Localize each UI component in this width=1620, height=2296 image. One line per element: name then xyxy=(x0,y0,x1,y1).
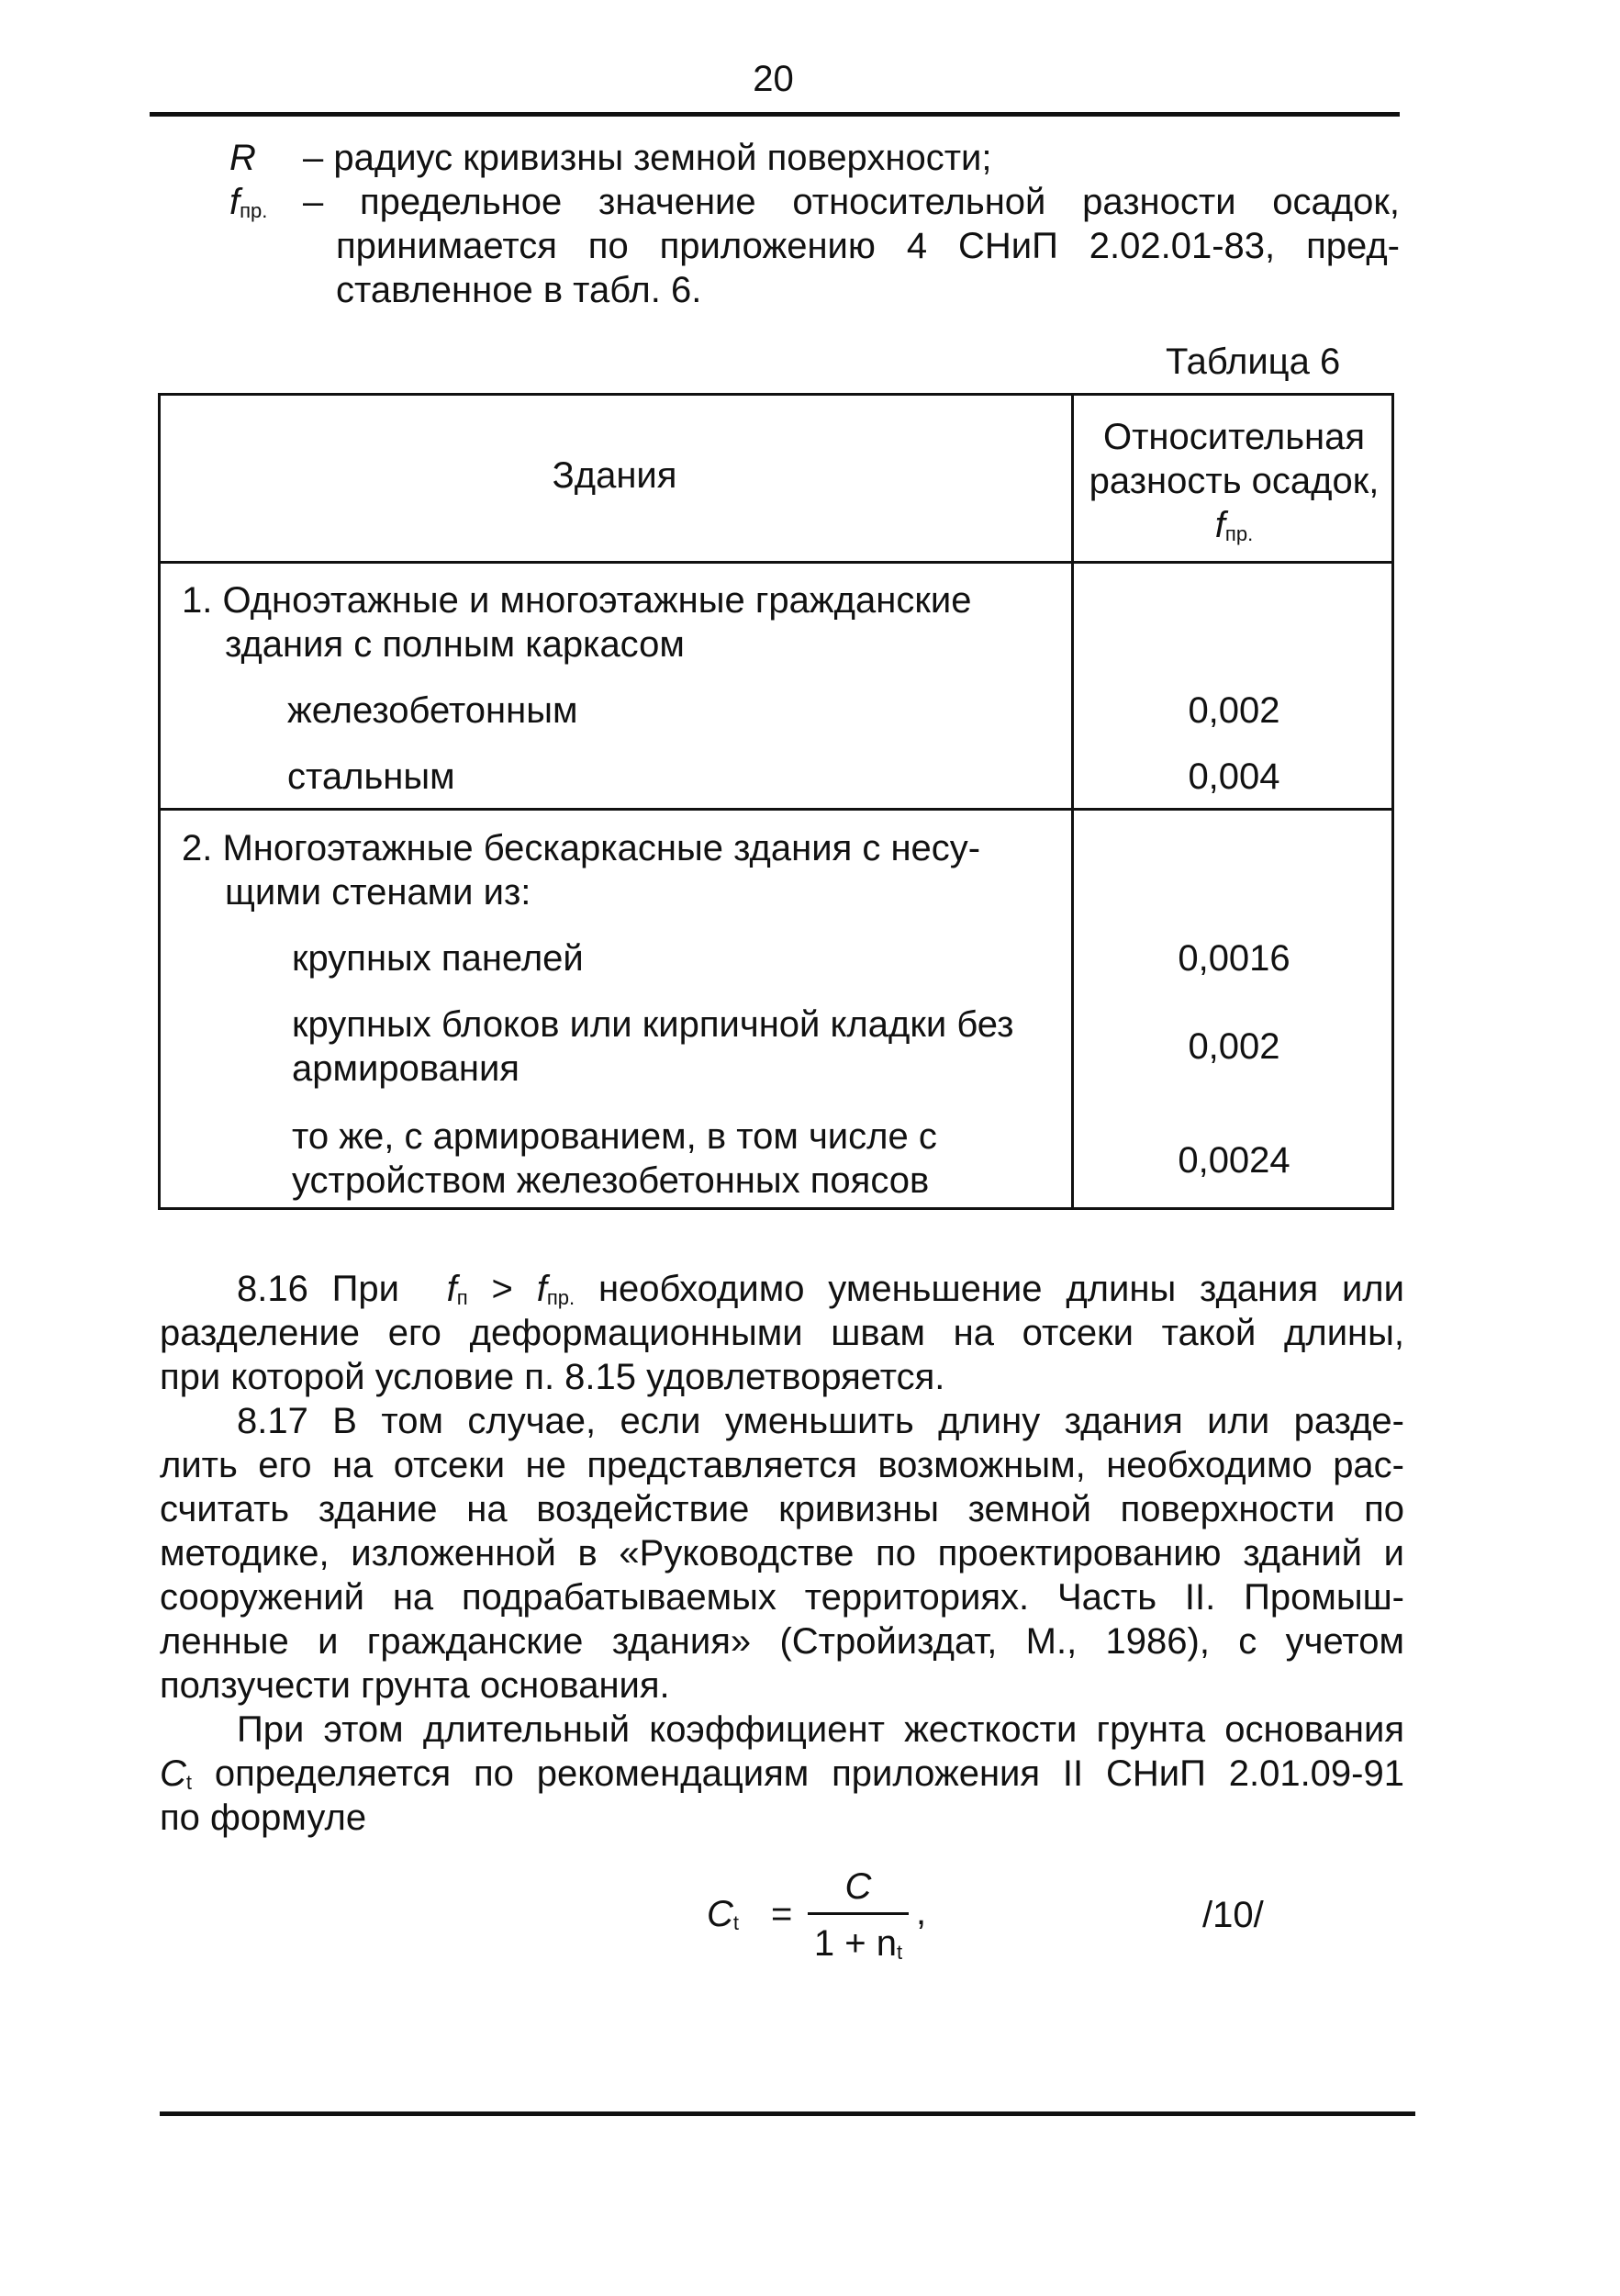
def-r-symbol: R xyxy=(229,138,256,178)
formula-comma: , xyxy=(916,1892,927,1932)
group1-row-value: 0,004 xyxy=(1188,756,1280,797)
group1-row-value: 0,002 xyxy=(1188,690,1280,731)
para-817-line-4: методике, изложенной в «Руководстве по проектированию зданий и xyxy=(160,1533,1404,1574)
formula-equals: = xyxy=(771,1894,793,1934)
para-817-line-1: 8.17 В том случае, если уменьшить длину здания или разде- xyxy=(237,1401,1404,1441)
para-coef-line-2: Ct определяется по рекомендациям приложения II СНиП 2.01.09-91 xyxy=(160,1753,1404,1794)
group1-title-line-2: здания с полным каркасом xyxy=(225,624,685,665)
formula-fraction-bar xyxy=(808,1912,909,1915)
def-fpr-line-2: принимается по приложению 4 СНиП 2.02.01-83, пред- xyxy=(336,226,1400,266)
para-coef-line-3: по формуле xyxy=(160,1798,367,1838)
table-group-divider xyxy=(158,808,1394,811)
group1-title-line-1: 1. Одноэтажные и многоэтажные гражданские xyxy=(182,580,972,621)
group2-row-label-line-1: то же, с армированием, в том числе с xyxy=(292,1116,937,1157)
group2-row-label: крупных панелей xyxy=(292,938,584,979)
header-settlement-symbol: fпр. xyxy=(1214,505,1254,545)
group2-row-label-line-2: армирования xyxy=(292,1048,520,1089)
top-rule xyxy=(150,112,1400,117)
def-fpr-line-3: ставленное в табл. 6. xyxy=(336,270,702,310)
group2-row-label-line-1: крупных блоков или кирпичной кладки без xyxy=(292,1004,1014,1045)
formula-numerator: C xyxy=(844,1866,872,1907)
group2-row-label-line-2: устройством железобетонных поясов xyxy=(292,1160,930,1201)
group2-title-line-2: щими стенами из: xyxy=(225,872,531,913)
group2-row-value: 0,002 xyxy=(1188,1026,1280,1067)
formula-lhs: Ct xyxy=(707,1894,740,1934)
para-816-line-1: 8.16 При fп > fпр. необходимо уменьшение длины здания или xyxy=(237,1269,1404,1309)
formula-number: /10/ xyxy=(1202,1895,1264,1935)
group2-title-line-1: 2. Многоэтажные бескаркасные здания с несу- xyxy=(182,828,981,868)
para-coef-line-1: При этом длительный коэффициент жесткости грунта основания xyxy=(237,1709,1404,1750)
para-816-line-3: при которой условие п. 8.15 удовлетворяется. xyxy=(160,1357,945,1397)
para-817-line-3: считать здание на воздействие кривизны земной поверхности по xyxy=(160,1489,1404,1529)
group2-row-value: 0,0024 xyxy=(1178,1140,1290,1181)
bottom-rule xyxy=(160,2111,1415,2116)
para-816-line-2: разделение его деформационными швам на отсеки такой длины, xyxy=(160,1313,1404,1353)
table-caption: Таблица 6 xyxy=(1166,342,1341,382)
table-header-divider xyxy=(158,561,1394,564)
header-buildings: Здания xyxy=(552,455,677,496)
para-817-line-7: ползучести грунта основания. xyxy=(160,1665,670,1706)
def-r-text: – радиус кривизны земной поверхности; xyxy=(303,138,992,178)
header-settlement-line-1: Относительная xyxy=(1102,417,1366,457)
formula-10 xyxy=(679,1850,955,1978)
def-fpr-symbol: fпр. xyxy=(229,182,268,222)
def-fpr-line-1: – предельное значение относительной разности осадок, xyxy=(303,182,1400,222)
formula-denominator: 1 + nt xyxy=(813,1923,903,1964)
para-817-line-5: сооружений на подрабатываемых территориях. Часть II. Промыш- xyxy=(160,1577,1404,1618)
para-817-line-2: лить его на отсеки не представляется возможным, необходимо рас- xyxy=(160,1445,1404,1485)
para-817-line-6: ленные и гражданские здания» (Стройиздат, М., 1986), с учетом xyxy=(160,1621,1404,1662)
group1-row-label: стальным xyxy=(287,756,455,797)
group2-row-value: 0,0016 xyxy=(1178,938,1290,979)
header-settlement-line-2: разность осадок, xyxy=(1089,461,1380,501)
group1-row-label: железобетонным xyxy=(287,690,578,731)
page-number: 20 xyxy=(753,59,794,99)
